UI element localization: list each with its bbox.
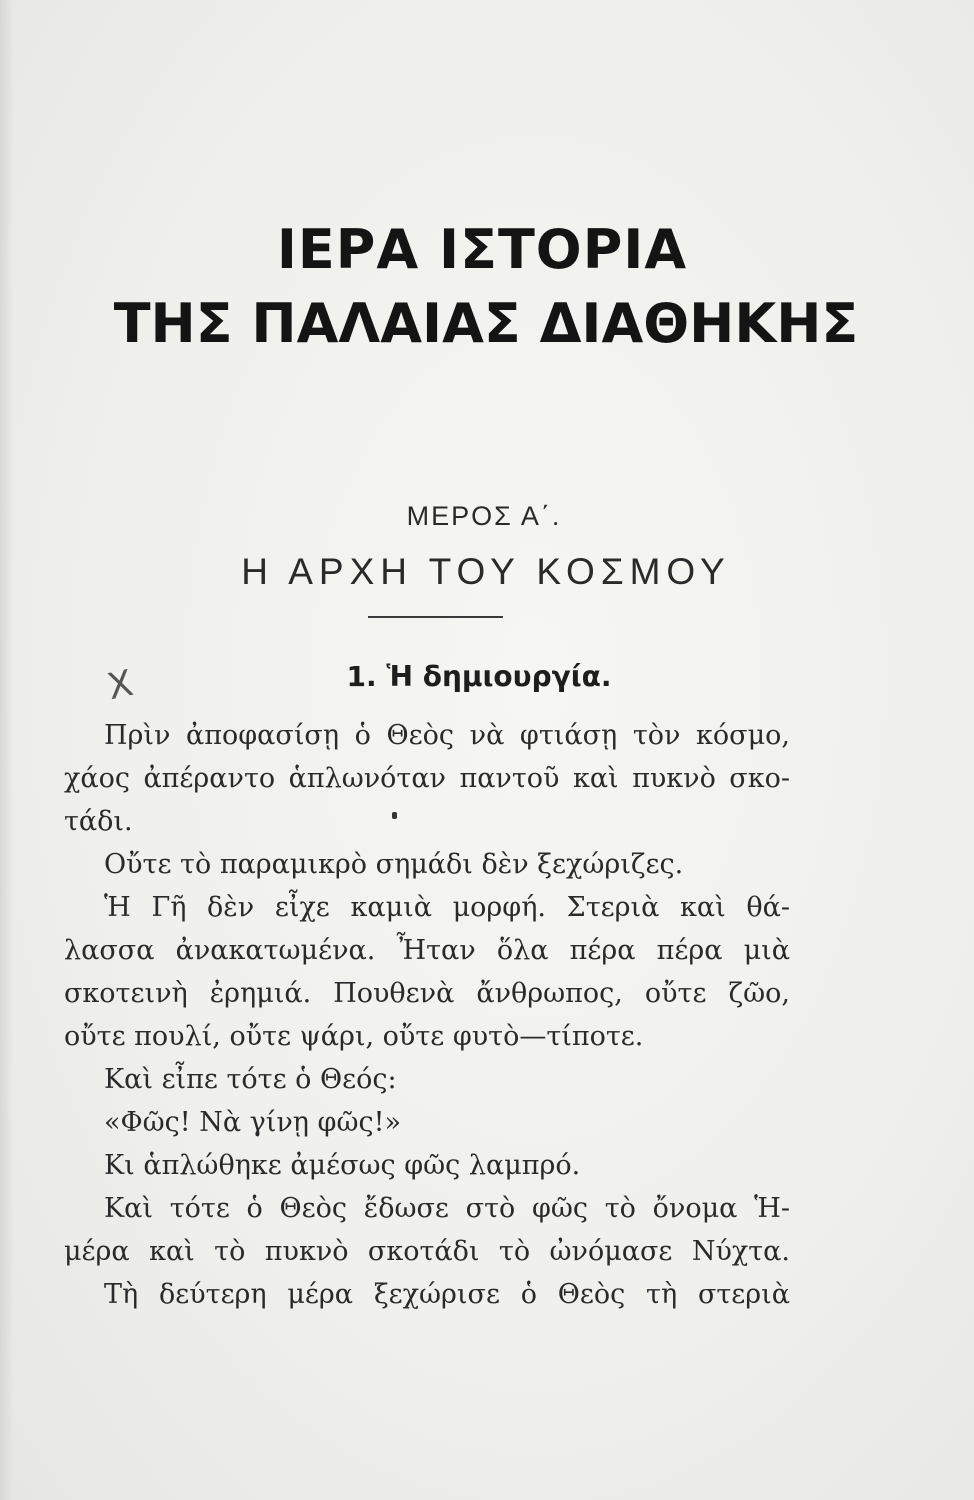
part-heading: Η ΑΡΧΗ ΤΟΥ ΚΟΣΜΟΥ	[241, 551, 731, 592]
body-line-13: μέρα καὶ τὸ πυκνὸ σκοτάδι τὸ ὠνόμασε Νύχτα.	[64, 1236, 790, 1267]
body-line-10: «Φῶς! Νὰ γίνῃ φῶς!»	[104, 1107, 401, 1138]
body-line-4: Οὔτε τὸ παραμικρὸ σημάδι δὲν ξεχώριζες.	[104, 849, 684, 880]
part-label: ΜΕΡΟΣ Α΄.	[406, 501, 562, 531]
body-line-12: Καὶ τότε ὁ Θεὸς ἔδωσε στὸ φῶς τὸ ὄνομα Ἡ-	[104, 1193, 790, 1224]
body-line-9: Καὶ εἶπε τότε ὁ Θεός:	[104, 1064, 397, 1095]
body-line-1: Πρὶν ἀποφασίσῃ ὁ Θεὸς νὰ φτιάσῃ τὸν κόσμο,	[104, 720, 790, 751]
book-title-line-2: ΤΗΣ ΠΑΛΑΙΑΣ ΔΙΑΘΗΚΗΣ	[113, 292, 859, 355]
handwritten-x-mark: X	[104, 662, 137, 709]
body-line-14: Τὴ δεύτερη μέρα ξεχώρισε ὁ Θεὸς τὴ στεριὰ	[104, 1279, 790, 1310]
body-line-7: σκοτεινὴ ἐρημιά. Πουθενὰ ἄνθρωπος, οὔτε ζῶο,	[64, 978, 790, 1009]
body-line-2: χάος ἀπέραντο ἁπλωνόταν παντοῦ καὶ πυκνὸ σκο-	[64, 763, 790, 794]
body-line-6: λασσα ἀνακατωμένα. Ἦταν ὅλα πέρα πέρα μιὰ	[64, 935, 790, 966]
ink-speck	[392, 812, 397, 819]
book-title-line-1: ΙΕΡΑ ΙΣΤΟΡΙΑ	[276, 218, 688, 281]
section-divider	[368, 616, 503, 618]
body-line-5: Ἡ Γῆ δὲν εἶχε καμιὰ μορφή. Στεριὰ καὶ θά-	[104, 892, 790, 923]
body-line-8: οὔτε πουλί, οὔτε ψάρι, οὔτε φυτὸ—τίποτε.	[64, 1021, 644, 1052]
body-line-11: Κι ἁπλώθηκε ἀμέσως φῶς λαμπρό.	[104, 1150, 581, 1181]
body-line-3: τάδι.	[64, 806, 133, 837]
chapter-heading: 1. Ἡ δημιουργία.	[346, 660, 612, 693]
